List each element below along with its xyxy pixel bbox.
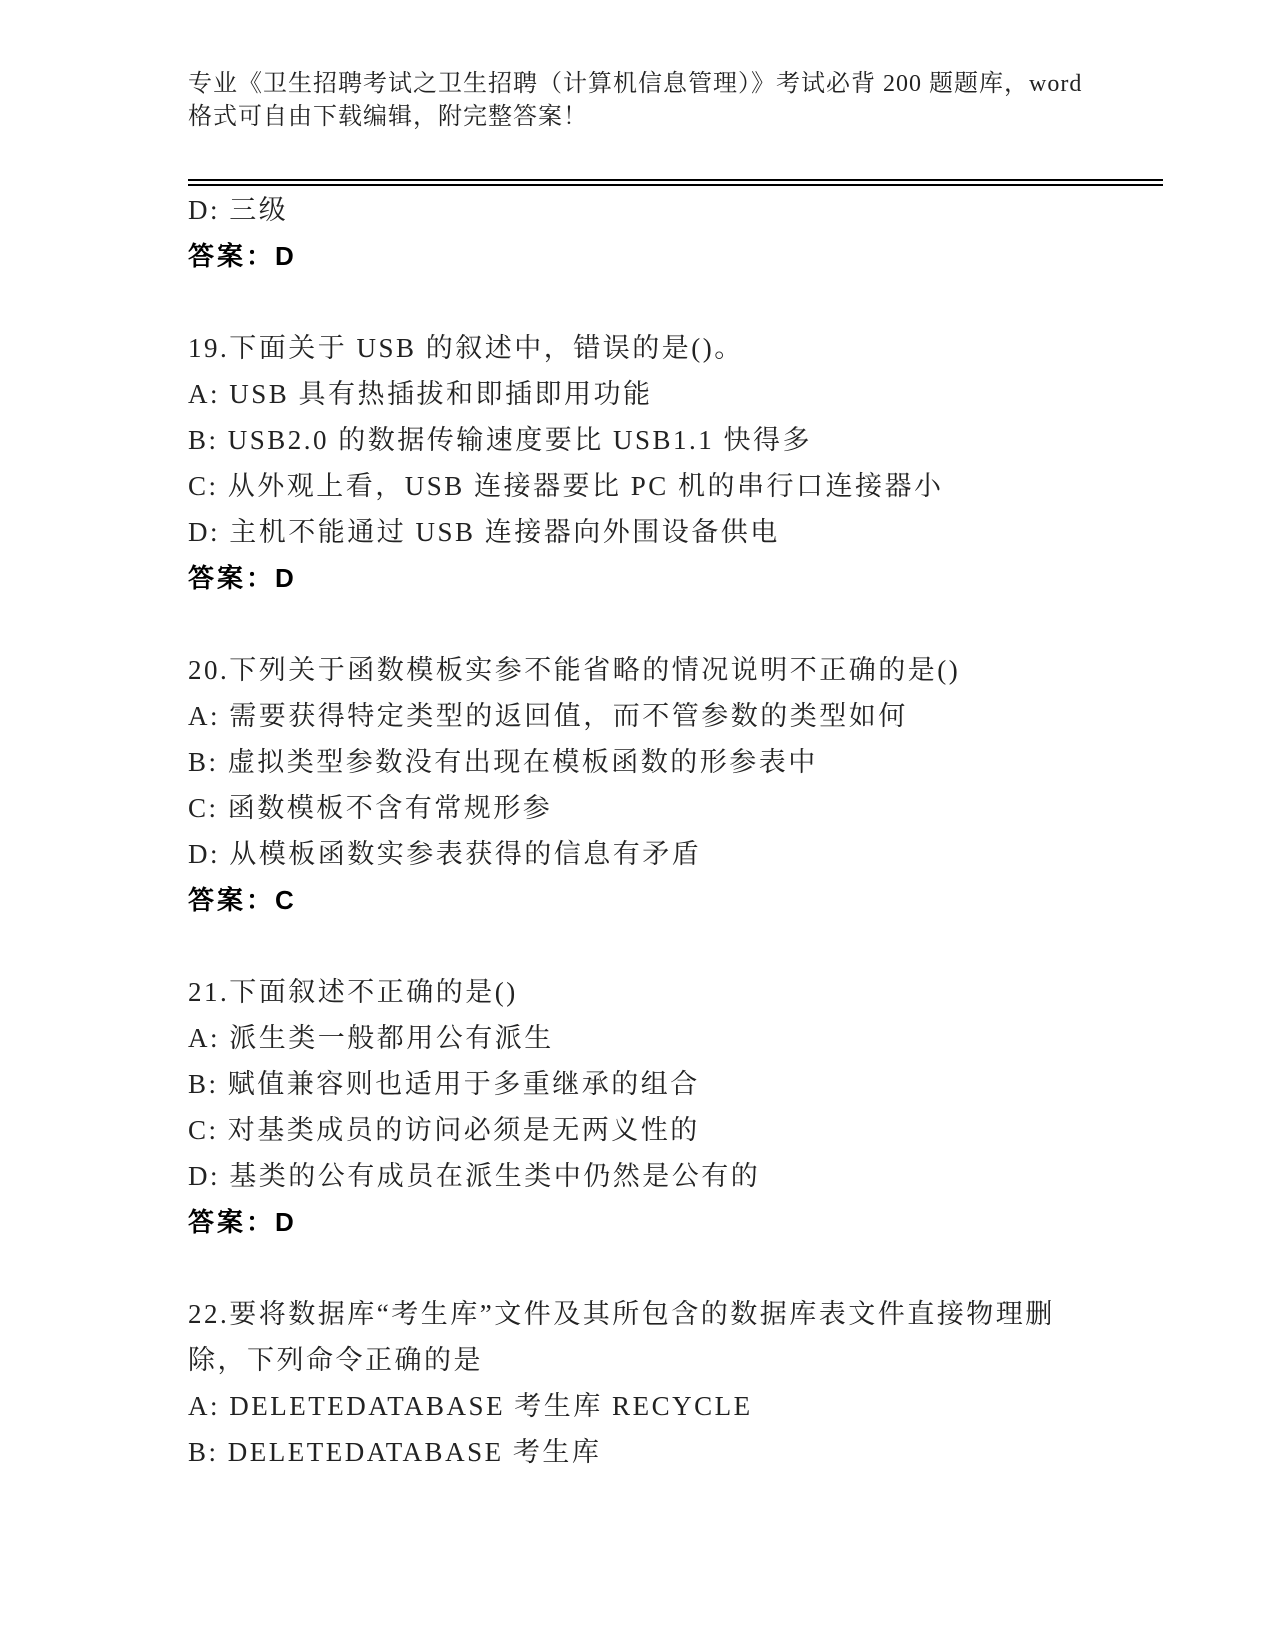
question-22-title-line-1: 22.要将数据库“考生库”文件及其所包含的数据库表文件直接物理删 bbox=[188, 1299, 1055, 1329]
question-19-title: 19.下面关于 USB 的叙述中，错误的是()。 bbox=[188, 333, 744, 363]
header-text-line-1: 专业《卫生招聘考试之卫生招聘（计算机信息管理）》考试必背 200 题题库，word bbox=[188, 71, 1083, 97]
question-21-option-a: A: 派生类一般都用公有派生 bbox=[188, 1023, 554, 1053]
carryover-question-fragment bbox=[188, 187, 1188, 279]
question-20-block bbox=[188, 647, 1188, 923]
question-20-option-a: A: 需要获得特定类型的返回值，而不管参数的类型如何 bbox=[188, 701, 908, 731]
question-20-answer: 答案：C bbox=[188, 885, 297, 915]
document-header bbox=[188, 68, 1178, 134]
question-21-option-d: D: 基类的公有成员在派生类中仍然是公有的 bbox=[188, 1161, 761, 1191]
question-19-option-d: D: 主机不能通过 USB 连接器向外围设备供电 bbox=[188, 517, 780, 547]
question-20-title: 20.下列关于函数模板实参不能省略的情况说明不正确的是() bbox=[188, 655, 961, 685]
question-19-answer: 答案：D bbox=[188, 563, 297, 593]
document-body bbox=[188, 187, 1188, 1475]
header-divider-rule bbox=[188, 179, 1163, 186]
question-22-block bbox=[188, 1291, 1188, 1475]
question-19-block bbox=[188, 325, 1188, 601]
carryover-option-d-line: D: 三级 bbox=[188, 195, 289, 225]
question-21-block bbox=[188, 969, 1188, 1245]
carryover-answer-line: 答案：D bbox=[188, 241, 297, 271]
question-20-option-d: D: 从模板函数实参表获得的信息有矛盾 bbox=[188, 839, 702, 869]
question-19-option-a: A: USB 具有热插拔和即插即用功能 bbox=[188, 379, 653, 409]
question-19-option-b: B: USB2.0 的数据传输速度要比 USB1.1 快得多 bbox=[188, 425, 813, 455]
question-19-option-c: C: 从外观上看，USB 连接器要比 PC 机的串行口连接器小 bbox=[188, 471, 944, 501]
question-20-option-c: C: 函数模板不含有常规形参 bbox=[188, 793, 553, 823]
question-21-option-b: B: 赋值兼容则也适用于多重继承的组合 bbox=[188, 1069, 700, 1099]
question-22-option-a: A: DELETEDATABASE 考生库 RECYCLE bbox=[188, 1391, 753, 1421]
question-21-title: 21.下面叙述不正确的是() bbox=[188, 977, 518, 1007]
question-21-option-c: C: 对基类成员的访问必须是无两义性的 bbox=[188, 1115, 700, 1145]
question-21-answer: 答案：D bbox=[188, 1207, 297, 1237]
question-22-title-line-2: 除，下列命令正确的是 bbox=[188, 1345, 483, 1375]
header-text-line-2: 格式可自由下载编辑，附完整答案！ bbox=[188, 104, 588, 130]
question-20-option-b: B: 虚拟类型参数没有出现在模板函数的形参表中 bbox=[188, 747, 818, 777]
question-22-option-b: B: DELETEDATABASE 考生库 bbox=[188, 1437, 602, 1467]
